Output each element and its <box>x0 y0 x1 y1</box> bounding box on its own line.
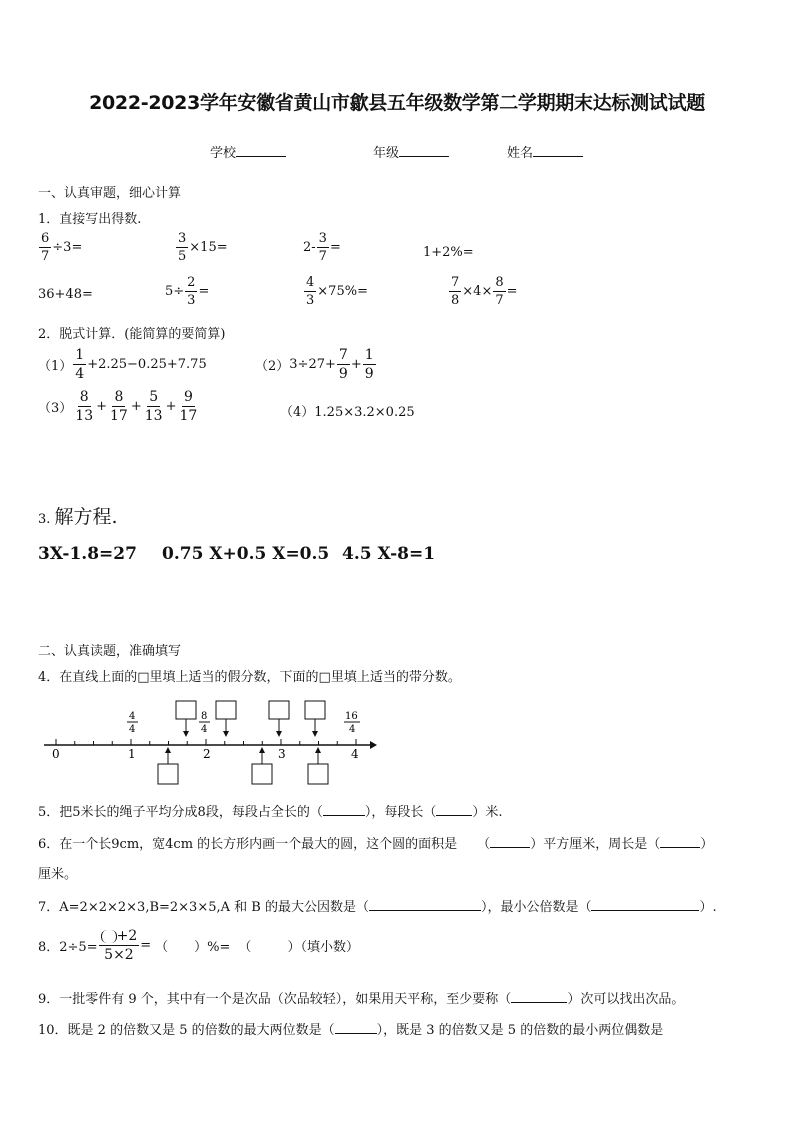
q1-item-6: 5÷ $\frac{2}{3}$ = <box>165 275 210 308</box>
frac-denominator: 4 <box>349 724 356 735</box>
fraction: $\frac{1}{9}$ <box>364 347 374 382</box>
fraction: $\frac{4}{3}$ <box>306 275 315 308</box>
tick-label: 4 <box>351 747 359 761</box>
frac-numerator: 8 <box>201 711 208 722</box>
fraction: $\frac{9}{17}$ <box>179 389 198 424</box>
equation-3: 4.5 X-8=1 <box>342 544 436 564</box>
frac-denominator: 4 <box>201 724 208 735</box>
q9: 9．一批零件有 9 个，其中有一个是次品（次品较轻），如果用天平称，至少要称（ ）次可以找出次品。 <box>38 992 685 1007</box>
q2-part-3: （3） 8 13 + $\frac{8}{17}$ + $\frac{5}{13}$ + $\frac{9}{17}$ <box>38 389 198 424</box>
grade-field[interactable] <box>373 142 449 161</box>
fraction: $\frac{7}{8}$ <box>451 275 460 308</box>
equation-1: 3X-1.8=27 <box>38 544 137 564</box>
fraction: $\frac{8}{17}$ <box>110 389 128 424</box>
q1-item-7: $\frac{4}{3}$ ×75%= <box>306 275 368 308</box>
answer-blank[interactable] <box>369 910 481 911</box>
answer-box-top[interactable] <box>216 701 236 719</box>
name-field[interactable] <box>507 142 583 161</box>
section2-heading: 二、认真读题，准确填写 <box>38 644 182 659</box>
fraction: $\frac{3}{5}$ <box>178 231 187 264</box>
answer-box-top[interactable] <box>269 701 289 719</box>
q7: 7．A=2×2×2×3,B=2×3×5,A 和 B 的最大公因数是（ ），最小公倍数是（ ）. <box>38 900 717 915</box>
frac-numerator: 4 <box>129 711 136 722</box>
answer-box-bottom[interactable] <box>308 764 328 784</box>
q1-item-5: 36+48= <box>38 287 93 302</box>
q2-part-4: （4）1.25×3.2×0.25 <box>280 405 415 420</box>
fraction: 8 13 <box>75 389 94 424</box>
fraction: $\frac{+2}{5\times 2}$ <box>99 929 140 962</box>
tick-label: 0 <box>52 747 60 761</box>
q2-part-1: （1） 1 4 +2.25−0.25+7.75 <box>38 347 207 382</box>
fraction: $\frac{2}{3}$ <box>187 275 196 308</box>
q10: 10．既是 2 的倍数又是 5 的倍数的最大两位数是（ ），既是 3 的倍数又是 5 的倍数的最小两位偶数是 <box>38 1023 664 1038</box>
number-line <box>38 696 378 792</box>
q1-item-8: $\frac{7}{8}$ ×4× $\frac{8}{7}$ = <box>451 275 518 308</box>
tick-label: 3 <box>278 747 286 761</box>
q1-item-2: $\frac{3}{5}$ ×15= <box>178 231 228 264</box>
answer-box-bottom[interactable] <box>158 764 178 784</box>
answer-box-bottom[interactable] <box>252 764 272 784</box>
q2-label: 2．脱式计算．(能简算的要简算) <box>38 327 226 342</box>
section1-heading: 一、认真审题，细心计算 <box>38 186 182 201</box>
fraction: 1 4 <box>75 347 85 382</box>
q2-part-2: （2） 3÷27+ $\frac{7}{9}$ + $\frac{1}{9}$ <box>255 347 374 382</box>
answer-box-top[interactable] <box>305 701 325 719</box>
school-field[interactable] <box>210 142 286 161</box>
q1-label: 1．直接写出得数. <box>38 212 142 227</box>
answer-blank[interactable] <box>323 815 365 816</box>
tick-label: 2 <box>203 747 211 761</box>
grade-label: 年级 <box>373 146 400 161</box>
paren-blank[interactable] <box>101 930 117 943</box>
q1-item-4: 1+2%= <box>423 245 474 260</box>
fraction: $\frac{8}{7}$ <box>495 275 504 308</box>
fraction: $\frac{3}{7}$ <box>318 231 327 264</box>
answer-blank[interactable] <box>511 1002 567 1003</box>
q1-item-1: $\frac{6}{7}$ ÷3= <box>41 231 83 264</box>
q8: 8．2÷5= $\frac{+2}{5\times 2}$ = （ ）%= （ ）（填小数） <box>38 928 359 963</box>
name-label: 姓名 <box>507 146 534 161</box>
answer-blank[interactable] <box>335 1033 377 1034</box>
school-label: 学校 <box>210 146 237 161</box>
fraction: $\frac{7}{9}$ <box>338 347 348 382</box>
answer-blank[interactable] <box>660 847 700 848</box>
page-title: 2022-2023学年安徽省黄山市歙县五年级数学第二学期期末达标测试试题 <box>89 92 705 114</box>
q6-cont: 厘米。 <box>38 867 78 882</box>
q6: 6．在一个长9cm，宽4cm 的长方形内画一个最大的圆，这个圆的面积是 （ ）平方厘米，周长是（ ） <box>38 837 714 852</box>
frac-numerator: 16 <box>345 711 358 722</box>
q3-heading: 3. 解方程. <box>38 506 118 528</box>
tick-label: 1 <box>128 747 136 761</box>
frac-denominator: 4 <box>129 724 136 735</box>
fraction: $\frac{5}{13}$ <box>144 389 163 424</box>
fraction: $\frac{6}{7}$ <box>41 231 50 264</box>
equation-2: 0.75 X+0.5 X=0.5 <box>162 544 330 564</box>
q5: 5．把5米长的绳子平均分成8段，每段占全长的（ ），每段长（ ）米. <box>38 805 503 820</box>
q4-text: 4．在直线上面的□里填上适当的假分数，下面的□里填上适当的带分数。 <box>38 670 461 685</box>
answer-box-top[interactable] <box>176 701 196 719</box>
answer-blank[interactable] <box>591 910 699 911</box>
answer-blank[interactable] <box>436 815 472 816</box>
answer-blank[interactable] <box>490 847 530 848</box>
q1-item-3: 2- $\frac{3}{7}$ = <box>303 231 341 264</box>
